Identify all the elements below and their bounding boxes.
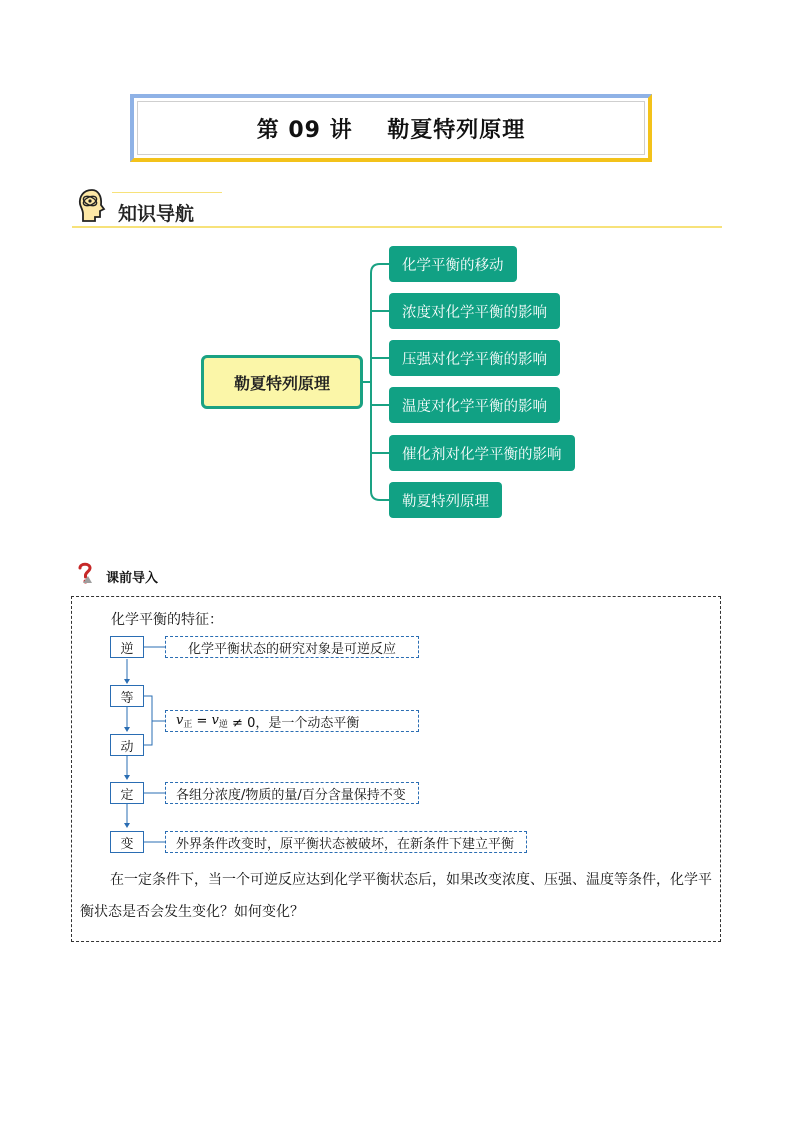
- feature-box-equal: 等: [110, 685, 144, 707]
- feature-desc-dynamic-equilibrium: [165, 710, 419, 732]
- mindmap-branch-le-chatelier: 勒夏特列原理: [389, 482, 502, 518]
- feature-box-fixed: 定: [110, 782, 144, 804]
- page-title: 第 09 讲 勒夏特列原理: [256, 117, 526, 143]
- feature-box-change: 变: [110, 831, 144, 853]
- rate-forward: $v_正$: [176, 712, 193, 730]
- pre-class-label: 课前导入: [106, 571, 159, 586]
- mindmap-branch-concentration: 浓度对化学平衡的影响: [389, 293, 560, 329]
- mindmap-branch-catalyst: 催化剂对化学平衡的影响: [389, 435, 575, 471]
- mindmap-branch-pressure: 压强对化学平衡的影响: [389, 340, 560, 376]
- feature-desc-change: 外界条件改变时，原平衡状态被破坏，在新条件下建立平衡: [165, 831, 527, 853]
- feature-desc-reversible: 化学平衡状态的研究对象是可逆反应: [165, 636, 419, 658]
- feature-box-dynamic: 动: [110, 734, 144, 756]
- knowledge-nav-label: 知识导航: [118, 203, 195, 225]
- feature-desc-fixed: 各组分浓度/物质的量/百分含量保持不变: [165, 782, 419, 804]
- equals-sign: =: [192, 713, 212, 729]
- rate-reverse: $v_逆$: [211, 712, 228, 730]
- mindmap-branch-temperature: 温度对化学平衡的影响: [389, 387, 560, 423]
- mindmap-branch-equilibrium-shift: 化学平衡的移动: [389, 246, 517, 282]
- intro-paragraph: 在一定条件下，当一个可逆反应达到化学平衡状态后，如果改变浓度、压强、温度等条件，化学平衡状态是否会发生变化？如何变化？: [80, 872, 712, 920]
- intro-title: 化学平衡的特征：: [111, 612, 223, 628]
- feature-box-reversible: 逆: [110, 636, 144, 658]
- mindmap-center-node: 勒夏特列原理: [201, 355, 363, 409]
- dynamic-desc-rest: ≠ 0，是一个动态平衡: [227, 715, 360, 731]
